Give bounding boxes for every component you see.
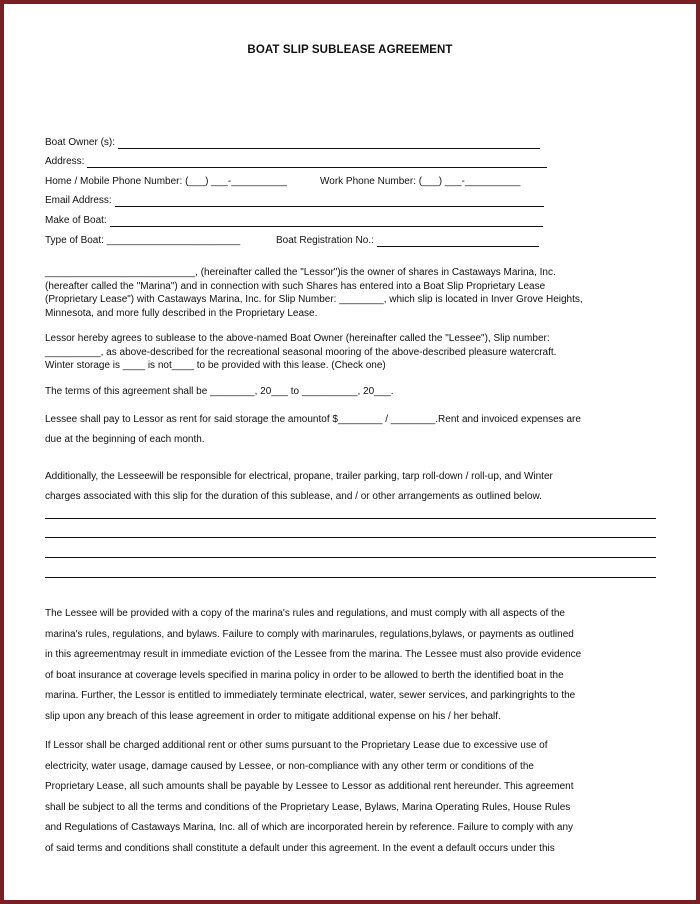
type-of-boat-label: Type of Boat: ________________________ — [45, 235, 241, 246]
boat-registration-label: Boat Registration No.: — [276, 235, 374, 246]
home-phone-label: Home / Mobile Phone Number: (___) ___-__________ — [45, 176, 287, 187]
paragraph-line: charges associated with this slip for the duration of this sublease, and / or other arrangements as outlined below. — [45, 491, 542, 502]
paragraph-line: ___________________________, (hereinafter called the "Lessor")is the owner of shares in Castaways Marina, Inc. — [45, 267, 556, 278]
paragraph-line: __________, as above-described for the recreational seasonal mooring of the above-described pleasure watercraft. — [45, 346, 557, 358]
paragraph-line: and Regulations of Castaways Marina, Inc. all of which are incorporated herein by reference. Failure to comply with any — [45, 822, 574, 833]
paragraph-line: The terms of this agreement shall be ________, 20___ to __________, 20___. — [45, 386, 394, 397]
paragraph-line: Lessor hereby agrees to sublease to the above-named Boat Owner (hereinafter called the "Lessee"), Slip number: — [45, 333, 550, 344]
paragraph-line: (Proprietary Lease") with Castaways Marina, Inc. for Slip Number: ________, which slip is located in Inver Grove Heights, — [45, 294, 583, 305]
document-title: BOAT SLIP SUBLEASE AGREEMENT — [247, 44, 453, 56]
make-of-boat-label: Make of Boat: — [45, 215, 107, 226]
address-label: Address: — [45, 156, 85, 167]
paragraph-line: Proprietary Lease, all such amounts shall be payable by Lessee to Lessor as additional rent hereunder. This agreement — [45, 781, 574, 792]
boat-owner-label: Boat Owner (s): — [45, 137, 116, 148]
paragraph-line: of said terms and conditions shall constitute a default under this agreement. In the event a default occurs under this — [45, 842, 555, 854]
paragraph-line: Additionally, the Lesseewill be responsible for electrical, propane, trailer parking, tarp roll-down / roll-up, and Winter — [45, 471, 553, 482]
paragraph-line: marina's rules, regulations, and bylaws. Failure to comply with marinarules, regulations,bylaws, or payments as outlined — [45, 628, 574, 640]
paragraph-line: shall be subject to all the terms and conditions of the Proprietary Lease, Bylaws, Marina Operating Rules, House Rules — [45, 801, 571, 813]
paragraph-line: due at the beginning of each month. — [45, 433, 205, 445]
paragraph-line: Lessee shall pay to Lessor as rent for said storage the amountof $________ / ________.Rent and invoiced expenses are — [45, 414, 581, 425]
paragraph-line: slip upon any breach of this lease agreement in order to mitigate additional expense on his / her behalf. — [45, 710, 501, 722]
work-phone-label: Work Phone Number: (___) ___-__________ — [320, 176, 521, 187]
paragraph-line: The Lessee will be provided with a copy of the marina's rules and regulations, and must comply with all aspects of the — [45, 608, 565, 619]
paragraph-line: electricity, water usage, damage caused by Lessee, or non-compliance with any other term or conditions of the — [45, 760, 534, 772]
paragraph-line: If Lessor shall be charged additional rent or other sums pursuant to the Proprietary Lease due to excessive use of — [45, 740, 548, 751]
paragraph-line: (hereafter called the "Marina") and in connection with such Shares has entered into a Boat Slip Proprietary Lease — [45, 280, 546, 292]
paragraph-line: marina. Further, the Lessor is entitled to immediately terminate electrical, water, sewer services, and parkingrights to the — [45, 690, 576, 701]
paragraph-line: Winter storage is ____ is not____ to be provided with this lease. (Check one) — [45, 360, 386, 371]
email-label: Email Address: — [45, 195, 112, 206]
paragraph-line: of boat insurance at coverage levels specified in marina policy in order to be allowed to berth the identified boat in the — [45, 669, 564, 681]
paragraph-line: in this agreementmay result in immediate eviction of the Lessee from the marina. The Lessee must also provide evidence — [45, 649, 582, 660]
paragraph-line: Minnesota, and more fully described in the Proprietary Lease. — [45, 307, 318, 319]
